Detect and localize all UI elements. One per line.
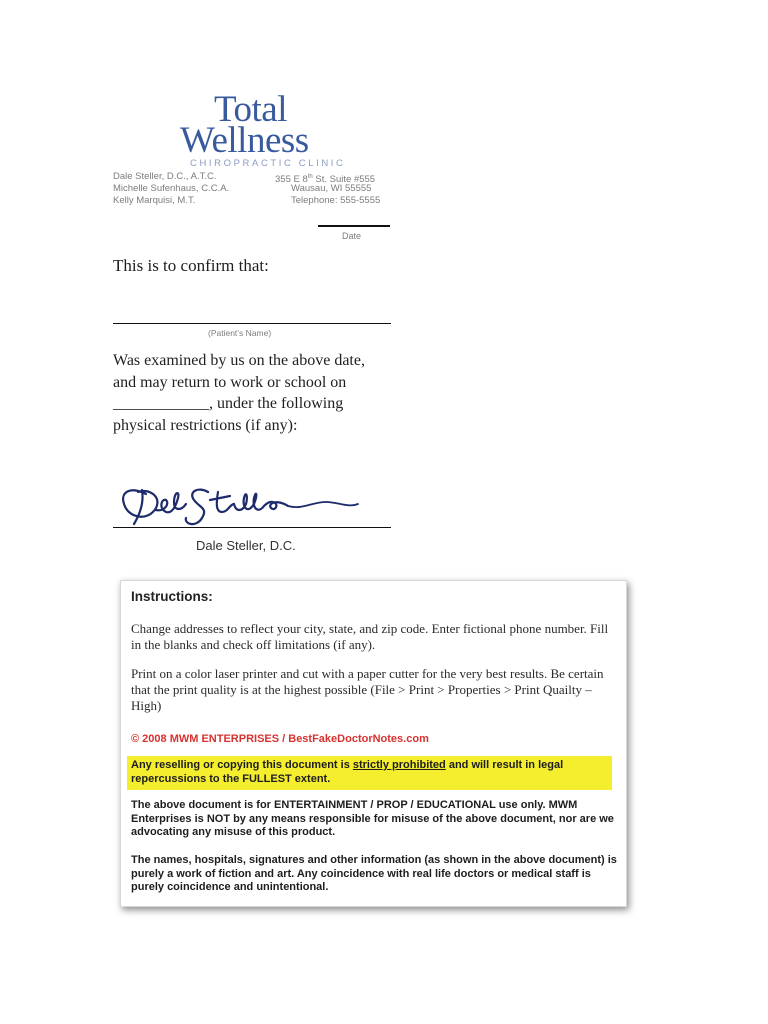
staff-name-2: Michelle Sufenhaus, C.C.A.: [113, 183, 230, 194]
body-line-4: physical restrictions (if any):: [113, 416, 298, 434]
date-label: Date: [342, 231, 362, 241]
instructions-heading: Instructions:: [131, 589, 213, 604]
copyright-line: © 2008 MWM ENTERPRISES / BestFakeDoctorNotes.com: [131, 733, 429, 745]
body-line-2: and may return to work or school on: [113, 373, 347, 391]
disclaimer-para-1: The above document is for ENTERTAINMENT / PROP / EDUCATIONAL use only. MWM Enterprises is NOT by any means responsible for misuse of the above document, nor are we advocating any misuse of this product.: [131, 799, 614, 838]
signature-line: [113, 527, 391, 528]
patient-name-line: [113, 323, 391, 324]
address-street: 355 E 8th St. Suite #555: [275, 174, 376, 186]
signature-name: Dale Steller, D.C.: [196, 538, 296, 553]
body-line-3: ____________, under the following: [113, 395, 344, 412]
logo-title-total: Total: [214, 89, 287, 130]
instructions-box: [120, 580, 627, 907]
confirm-text: This is to confirm that:: [113, 256, 269, 275]
body-text: [113, 350, 365, 436]
warning-text: Any reselling or copying this document is strictly prohibited and will result in legal repercussions to the FULLEST extent.: [131, 759, 564, 785]
staff-name-3: Kelly Marquisi, M.T.: [113, 195, 196, 206]
instructions-para-2: Print on a color laser printer and cut with a paper cutter for the very best results. Be certain that the print quality is at the highest possible (File > Print > Properties > Print Quailty – High): [131, 666, 604, 713]
patient-name-label: (Patient’s Name): [208, 328, 272, 338]
date-line: [318, 225, 390, 227]
logo-subtitle: CHIROPRACTIC CLINIC: [190, 158, 346, 169]
staff-name-1: Dale Steller, D.C., A.T.C.: [113, 171, 217, 182]
return-date-blank: ____________: [113, 395, 209, 412]
address-city: Wausau, WI 55555: [291, 183, 372, 194]
strictly-prohibited-text: strictly prohibited: [352, 759, 446, 771]
disclaimer-para-2: The names, hospitals, signatures and other information (as shown in the above document) is purely a work of fiction and art. Any coincidence with real life doctors or medical staff is purely coincidence and unintentional.: [131, 854, 617, 893]
body-line-1: Was examined by us on the above date,: [113, 352, 365, 369]
instructions-para-1: Change addresses to reflect your city, state, and zip code. Enter fictional phone number. Fill in the blanks and check off limitations (if any).: [131, 621, 609, 652]
logo-title-wellness: Wellness: [180, 120, 309, 161]
address-phone: Telephone: 555-5555: [291, 195, 381, 206]
